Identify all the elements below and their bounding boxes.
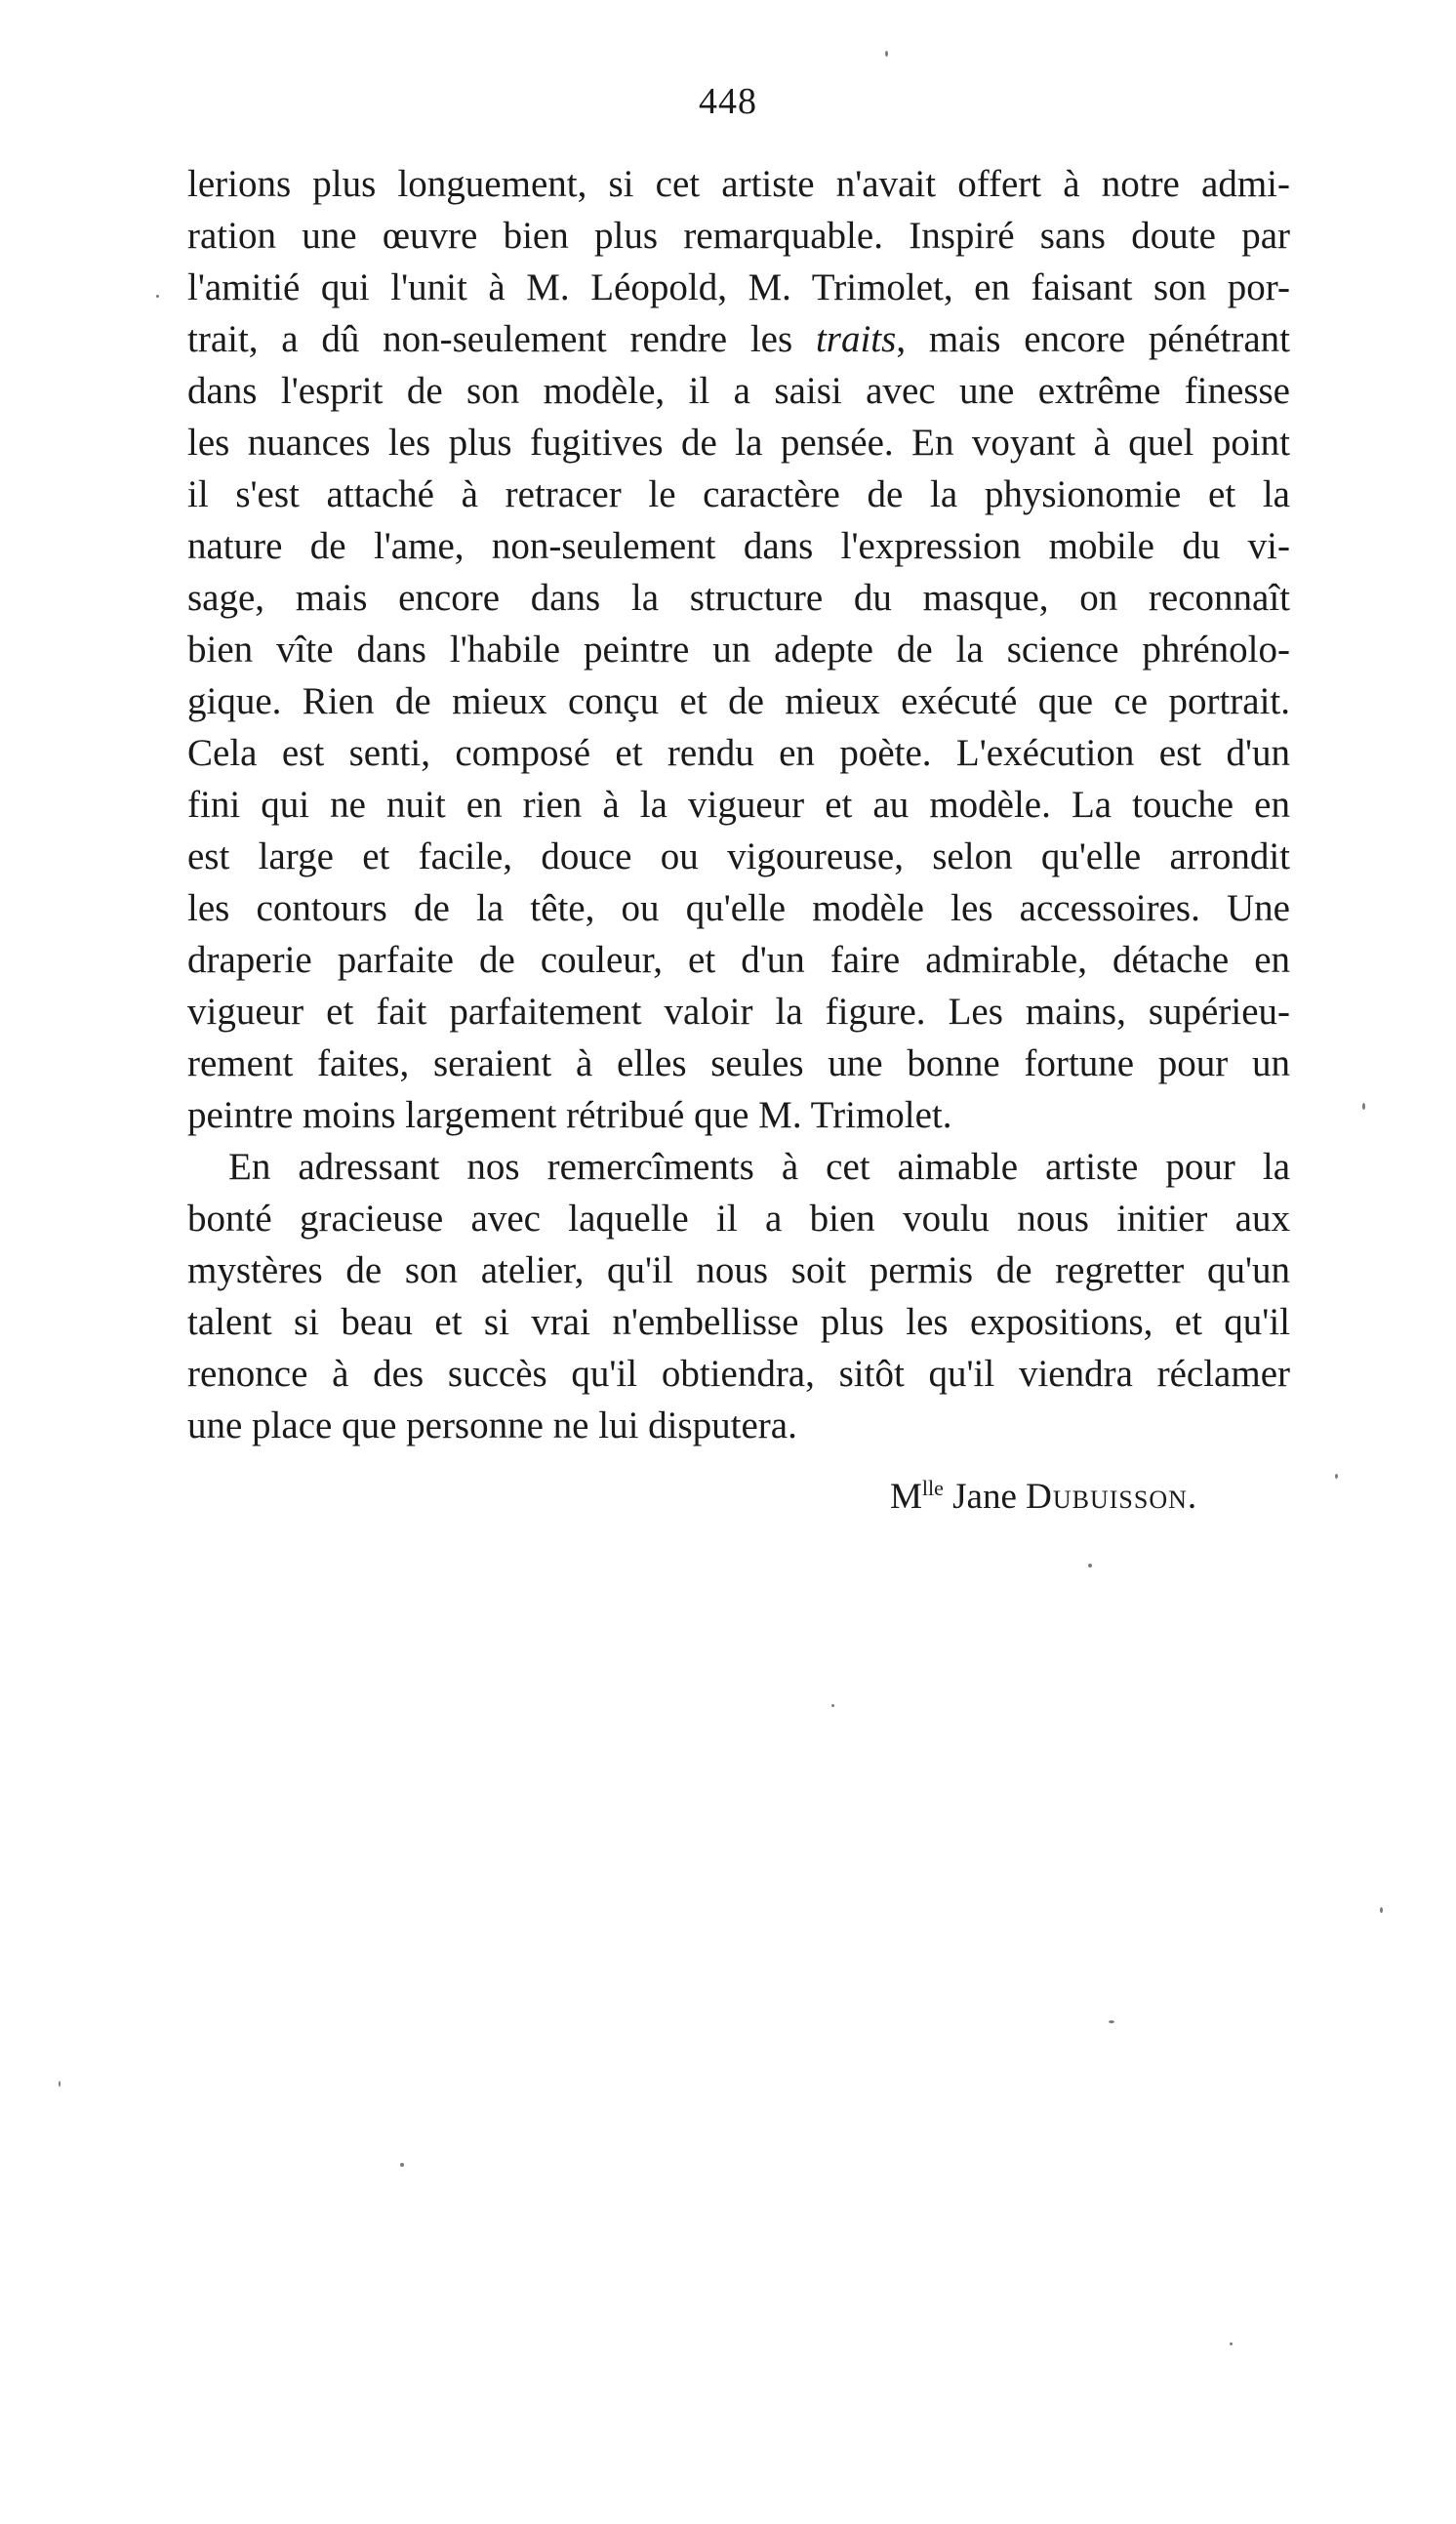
text-line: ration une œuvre bien plus remarquable. Inspiré sans doute par xyxy=(187,215,1290,257)
text-line: talent si beau et si vrai n'embellisse plus les expositions, et qu'il xyxy=(187,1301,1290,1343)
text-segment: , mais encore pénétrant xyxy=(896,318,1290,360)
text-line: bien vîte dans l'habile peintre un adepte de la science phrénolo- xyxy=(187,629,1290,671)
scan-speck xyxy=(1362,1103,1365,1110)
text-line: peintre moins largement rétribué que M. Trimolet. xyxy=(187,1094,952,1136)
paragraph-2 xyxy=(187,1141,1290,1451)
signature-first-name: Jane xyxy=(952,1477,1017,1517)
scan-speck xyxy=(831,1704,834,1707)
text-line: vigueur et fait parfaitement valoir la figure. Les mains, supérieu- xyxy=(187,991,1290,1033)
scan-speck xyxy=(1230,2342,1233,2345)
signature-prefix: M xyxy=(890,1477,922,1517)
text-line: dans l'esprit de son modèle, il a saisi avec une extrême finesse xyxy=(187,370,1290,412)
text-line: une place que personne ne lui disputera. xyxy=(187,1404,797,1446)
signature-prefix-sup: lle xyxy=(921,1476,944,1500)
text-line: gique. Rien de mieux conçu et de mieux exécuté que ce portrait. xyxy=(187,680,1290,722)
scan-speck xyxy=(1088,1564,1092,1567)
text-segment: trait, a dû non-seulement rendre les xyxy=(187,318,816,360)
body-text xyxy=(187,158,1290,1451)
text-line: les contours de la tête, ou qu'elle modèle les accessoires. Une xyxy=(187,887,1290,929)
text-line: rement faites, seraient à elles seules une bonne fortune pour un xyxy=(187,1042,1290,1084)
page-number: 448 xyxy=(699,81,757,122)
signature-last-name: Dubuisson. xyxy=(1026,1477,1198,1517)
scan-speck xyxy=(1335,1474,1338,1479)
text-line: mystères de son atelier, qu'il nous soit permis de regretter qu'un xyxy=(187,1249,1290,1291)
text-line xyxy=(187,313,1290,365)
text-line: les nuances les plus fugitives de la pensée. En voyant à quel point xyxy=(187,422,1290,464)
text-line: Cela est senti, composé et rendu en poète. L'exécution est d'un xyxy=(187,732,1290,774)
italic-word: traits xyxy=(815,318,897,360)
text-line: est large et facile, douce ou vigoureuse, selon qu'elle arrondit xyxy=(187,835,1290,877)
scan-speck xyxy=(59,2081,61,2087)
text-line: renonce à des succès qu'il obtiendra, sitôt qu'il viendra réclamer xyxy=(187,1353,1290,1395)
text-line: lerions plus longuement, si cet artiste n'avait offert à notre admi- xyxy=(187,163,1290,205)
text-line: nature de l'ame, non-seulement dans l'expression mobile du vi- xyxy=(187,525,1290,567)
text-line: il s'est attaché à retracer le caractère de la physionomie et la xyxy=(187,473,1290,515)
scan-speck xyxy=(1109,2020,1114,2023)
text-line: En adressant nos remercîments à cet aimable artiste pour la xyxy=(228,1146,1290,1188)
text-line: draperie parfaite de couleur, et d'un faire admirable, détache en xyxy=(187,939,1290,981)
scan-speck xyxy=(885,51,888,57)
text-line: sage, mais encore dans la structure du masque, on reconnaît xyxy=(187,577,1290,619)
scan-speck xyxy=(156,295,159,298)
author-signature xyxy=(890,1462,1241,1523)
text-line: l'amitié qui l'unit à M. Léopold, M. Trimolet, en faisant son por- xyxy=(187,266,1290,308)
scan-speck xyxy=(400,2163,404,2167)
text-line: fini qui ne nuit en rien à la vigueur et au modèle. La touche en xyxy=(187,784,1290,826)
paragraph-1 xyxy=(187,158,1290,1141)
text-line: bonté gracieuse avec laquelle il a bien voulu nous initier aux xyxy=(187,1198,1290,1240)
scan-speck xyxy=(1380,1907,1383,1913)
